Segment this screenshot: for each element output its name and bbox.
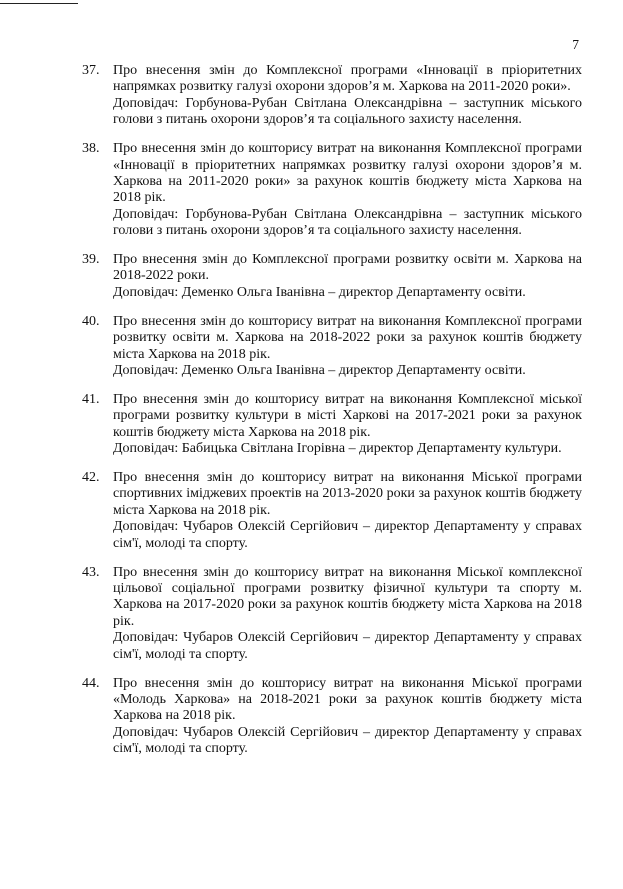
agenda-item xyxy=(82,141,582,239)
item-number: 37. xyxy=(82,63,100,78)
item-body xyxy=(113,141,582,239)
item-number: 44. xyxy=(82,675,100,691)
item-title: Про внесення змін до Комплексної програми «Інновації в пріоритетних напрямках розвитку галузі охорони здоров’я м. Харкова на 2011-2020 роки». xyxy=(113,63,582,95)
agenda-item xyxy=(82,470,582,552)
agenda-item xyxy=(82,63,582,129)
item-number: 43. xyxy=(82,564,100,580)
item-title: Про внесення змін до кошторису витрат на виконання Комплексної програми розвитку освіти м. Харкова на 2018-2022 роки за рахунок коштів бюджету міста Харкова на 2018 рік. xyxy=(113,313,582,362)
item-speaker: Доповідач: Деменко Ольга Іванівна – директор Департаменту освіти. xyxy=(113,284,526,300)
scan-edge-line xyxy=(0,3,78,4)
agenda-item xyxy=(82,565,582,663)
item-number: 40. xyxy=(82,313,100,329)
item-number: 41. xyxy=(82,391,100,407)
item-body xyxy=(113,470,582,552)
item-speaker: Доповідач: Горбунова-Рубан Світлана Олександрівна – заступник міського голови з питань охорони здоров’я та соціального захисту населення. xyxy=(113,206,582,239)
agenda-item xyxy=(82,392,582,458)
item-title: Про внесення змін до кошторису витрат на виконання Міської програми «Молодь Харкова» на 2018-2021 роки за рахунок коштів бюджету міста Харкова на 2018 рік. xyxy=(113,675,582,724)
item-body xyxy=(113,565,582,663)
item-speaker: Доповідач: Бабицька Світлана Ігорівна – директор Департаменту культури. xyxy=(113,441,562,457)
item-speaker: Доповідач: Чубаров Олексій Сергійович – директор Департаменту у справах сім'ї, молоді та спорту. xyxy=(113,724,582,757)
item-title: Про внесення змін до кошторису витрат на виконання Міської програми спортивних іміджевих проектів на 2013-2020 роки за рахунок коштів бюджету міста Харкова на 2018 рік. xyxy=(113,470,582,518)
item-speaker: Доповідач: Чубаров Олексій Сергійович – директор Департаменту у справах сім'ї, молоді та спорту. xyxy=(113,519,582,551)
agenda-item xyxy=(82,314,582,380)
item-speaker: Доповідач: Чубаров Олексій Сергійович – директор Департаменту у справах сім'ї, молоді та спорту. xyxy=(113,630,582,662)
page-number: 7 xyxy=(572,37,579,52)
agenda-item xyxy=(82,676,582,758)
item-body xyxy=(113,314,582,380)
item-body xyxy=(113,252,582,301)
item-speaker: Доповідач: Горбунова-Рубан Світлана Олександрівна – заступник міського голови з питань охорони здоров’я та соціального захисту населення. xyxy=(113,95,582,128)
item-number: 42. xyxy=(82,470,100,486)
item-title: Про внесення змін до кошторису витрат на виконання Міської комплексної цільової соціальної програми розвитку фізичної культури та спорту м. Харкова на 2017-2020 роки за рахунок коштів бюджету міста Харкова на 2018 рік. xyxy=(113,564,582,629)
agenda-list xyxy=(82,63,582,770)
item-number: 39. xyxy=(82,252,100,268)
item-title: Про внесення змін до кошторису витрат на виконання Комплексної міської програми розвитку культури в місті Харкові на 2017-2021 роки за рахунок коштів бюджету міста Харкова на 2018 рік. xyxy=(113,391,582,440)
item-body xyxy=(113,676,582,758)
item-title: Про внесення змін до кошторису витрат на виконання Комплексної програми «Інновації в пріоритетних напрямках розвитку галузі охорони здоров’я м. Харкова на 2011-2020 роки» за рахунок коштів бюджету міста Харкова на 2018 рік. xyxy=(113,141,582,206)
item-body xyxy=(113,63,582,129)
item-body xyxy=(113,392,582,458)
agenda-item xyxy=(82,252,582,301)
item-title: Про внесення змін до Комплексної програми розвитку освіти м. Харкова на 2018-2022 роки. xyxy=(113,252,582,284)
item-speaker: Доповідач: Деменко Ольга Іванівна – директор Департаменту освіти. xyxy=(113,363,526,378)
item-number: 38. xyxy=(82,141,100,157)
